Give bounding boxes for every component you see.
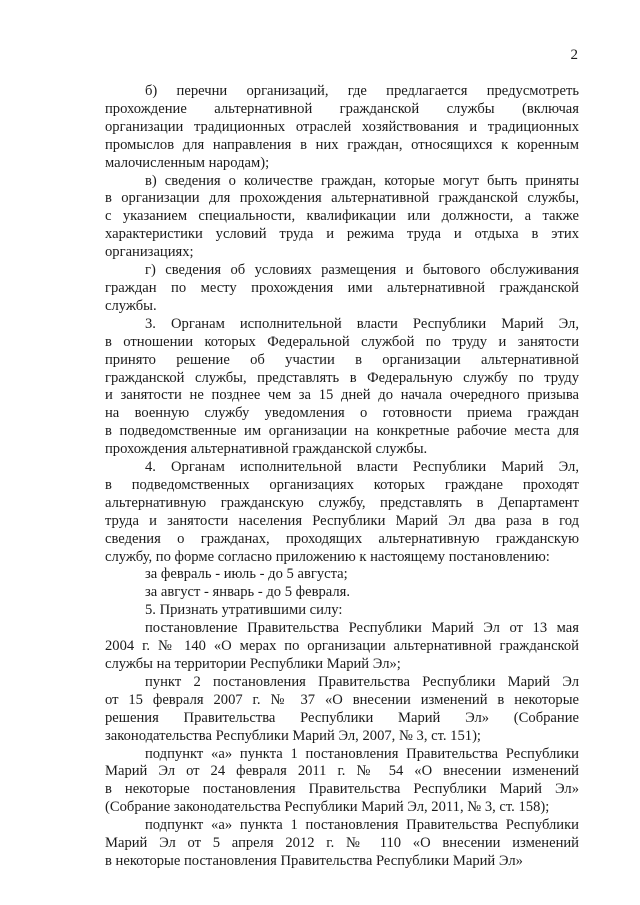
paragraph bbox=[105, 746, 579, 818]
text-line: организациях; bbox=[105, 244, 194, 261]
text-line: Марий Эл от 24 февраля 2011 г. № 54 «О внесении изменений bbox=[105, 763, 579, 780]
text-line: в) сведения о количестве граждан, которые могут быть приняты bbox=[145, 172, 579, 189]
paragraph bbox=[105, 602, 579, 620]
paragraph bbox=[105, 83, 579, 173]
text-line: 2004 г. № 140 «О мерах по организации альтернативной гражданской bbox=[105, 638, 579, 655]
text-line: 3. Органам исполнительной власти Республики Марий Эл, bbox=[145, 315, 579, 332]
text-line: с указанием специальности, квалификации или должности, а также bbox=[105, 208, 579, 225]
text-line: малочисленным народам); bbox=[105, 154, 270, 171]
text-line: в организации для прохождения альтернативной гражданской службы, bbox=[105, 190, 579, 207]
text-line: промыслов для направления в них граждан, относящихся к коренным bbox=[105, 136, 579, 153]
text-line: службу, по форме согласно приложению к настоящему постановлению: bbox=[105, 548, 550, 565]
paragraph bbox=[105, 674, 579, 746]
text-line: прохождение альтернативной гражданской службы (включая bbox=[105, 100, 579, 117]
text-line: законодательства Республики Марий Эл, 2007, № 3, ст. 151); bbox=[105, 727, 481, 744]
paragraph bbox=[105, 459, 579, 566]
paragraph bbox=[105, 316, 579, 459]
text-line: принято решение об участии в организации альтернативной bbox=[105, 351, 579, 368]
text-line: службы на территории Республики Марий Эл»; bbox=[105, 656, 401, 672]
text-line: службы. bbox=[105, 297, 157, 314]
document-body bbox=[105, 83, 579, 871]
paragraph bbox=[105, 620, 579, 674]
text-line: и занятости не позднее чем за 15 дней до начала очередного призыва bbox=[105, 387, 579, 404]
text-line: б) перечни организаций, где предлагается предусмотреть bbox=[145, 83, 579, 99]
paragraph bbox=[105, 173, 579, 263]
text-line: в некоторые постановления Правительства Республики Марий Эл» bbox=[105, 852, 523, 869]
page-number: 2 bbox=[570, 47, 578, 63]
text-line: альтернативную гражданскую службу, представлять в Департамент bbox=[105, 494, 579, 511]
text-line: труда и занятости населения Республики Марий Эл два раза в год bbox=[105, 512, 579, 529]
paragraph bbox=[105, 584, 579, 602]
text-line: постановление Правительства Республики Марий Эл от 13 мая bbox=[145, 620, 579, 637]
text-line: организации традиционных отраслей хозяйствования и традиционных bbox=[105, 118, 579, 135]
text-line: г) сведения об условиях размещения и бытового обслуживания bbox=[145, 262, 579, 279]
text-line: на военную службу уведомления о готовности приема граждан bbox=[105, 405, 579, 422]
text-line: (Собрание законодательства Республики Марий Эл, 2011, № 3, ст. 158); bbox=[105, 799, 550, 816]
paragraph bbox=[105, 262, 579, 316]
text-line: в отношении которых Федеральной службой по труду и занятости bbox=[105, 333, 579, 350]
text-line: граждан по месту прохождения ими альтернативной гражданской bbox=[105, 279, 579, 296]
paragraph bbox=[105, 566, 579, 584]
text-line: гражданской службы, представлять в Федеральную службу по труду bbox=[105, 369, 579, 386]
text-line: характеристики условий труда и режима труда и отдыха в этих bbox=[105, 226, 579, 243]
text-line: 5. Признать утратившими силу: bbox=[145, 602, 343, 619]
text-line: подпункт «а» пункта 1 постановления Правительства Республики bbox=[145, 817, 579, 834]
text-line: подпункт «а» пункта 1 постановления Правительства Республики bbox=[145, 745, 579, 762]
text-line: сведения о гражданах, проходящих альтернативную гражданскую bbox=[105, 530, 579, 547]
text-line: в некоторые постановления Правительства Республики Марий Эл» bbox=[105, 781, 579, 798]
text-line: прохождения альтернативной гражданской службы. bbox=[105, 441, 428, 458]
text-line: за февраль - июль - до 5 августа; bbox=[145, 566, 348, 583]
text-line: 4. Органам исполнительной власти Республики Марий Эл, bbox=[145, 459, 579, 476]
text-line: в подведомственных организациях которых граждане проходят bbox=[105, 476, 579, 493]
text-line: за август - январь - до 5 февраля. bbox=[145, 584, 351, 601]
text-line: пункт 2 постановления Правительства Республики Марий Эл bbox=[145, 673, 579, 690]
text-line: в подведомственные им организации на конкретные рабочие места для bbox=[105, 423, 579, 440]
text-line: решения Правительства Республики Марий Эл» (Собрание bbox=[105, 709, 579, 726]
text-line: от 15 февраля 2007 г. № 37 «О внесении изменений в некоторые bbox=[105, 691, 579, 708]
paragraph bbox=[105, 817, 579, 871]
text-line: Марий Эл от 5 апреля 2012 г. № 110 «О внесении изменений bbox=[105, 835, 579, 852]
